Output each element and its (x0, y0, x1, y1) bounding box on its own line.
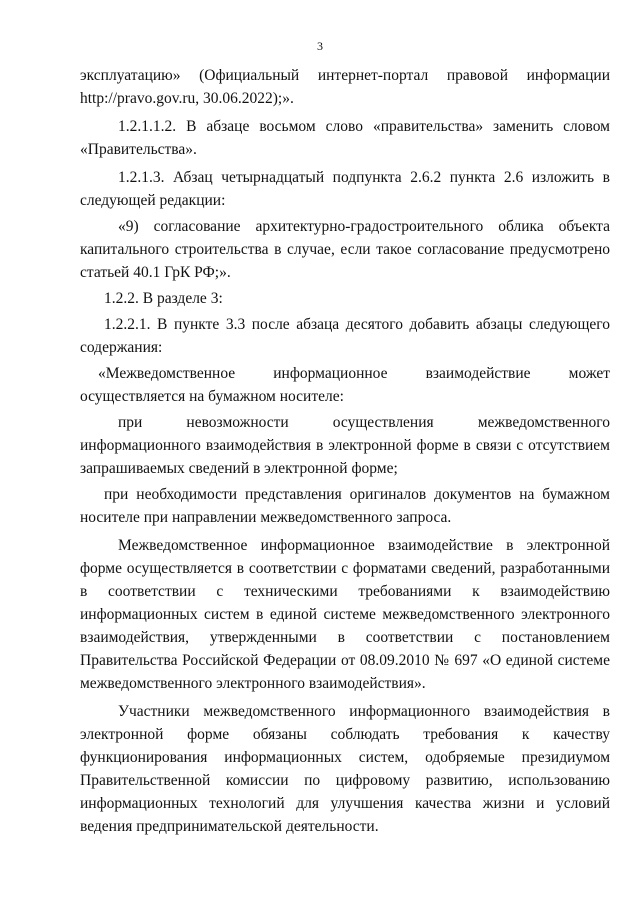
paragraph-1-2-1-1-2: 1.2.1.1.2. В абзаце восьмом слово «правительства» заменить словом «Правительства». (80, 118, 610, 158)
paragraph-1-2-2-1: 1.2.2.1. В пункте 3.3 после абзаца десятого добавить абзацы следующего содержания: (80, 316, 610, 356)
paragraph-electronic-interaction: Межведомственное информационное взаимодействие в электронной форме осуществляется в соответствии с форматами сведений, разработанными в соответствии с техническими требованиями к взаимодействию информационных систем в единой системе межведомственного электронного взаимодействия, утвержденными в соответствии с постановлением Правительства Российской Федерации от 08.09.2010 № 697 «О единой системе межведомственного электронного взаимодействия». (80, 537, 610, 692)
paragraph-item-9: «9) согласование архитектурно-градостроительного облика объекта капитального строительства в случае, если такое согласование предусмотрено статьей 40.1 ГрК РФ;». (80, 218, 610, 281)
paragraph-paper-interaction: «Межведомственное информационное взаимодействие может осуществляется на бумажном носителе: (80, 365, 610, 405)
paragraph-participants: Участники межведомственного информационного взаимодействия в электронной форме обязаны соблюдать требования к качеству функционирования информационных систем, одобряемые президиумом Правительственной комиссии по цифровому развитию, использованию информационных технологий для улучшения качества жизни и условий ведения предпринимательской деятельности. (80, 703, 610, 835)
paragraph-1-2-1-3: 1.2.1.3. Абзац четырнадцатый подпункта 2.6.2 пункта 2.6 изложить в следующей редакции: (80, 169, 610, 209)
paragraph-1-2-2: 1.2.2. В разделе 3: (104, 290, 223, 307)
paragraph-continuation: эксплуатацию» (Официальный интернет-портал правовой информации http://pravo.gov.ru, 30.06.2022);». (80, 67, 610, 107)
paragraph-originals: при необходимости представления оригиналов документов на бумажном носителе при направлении межведомственного запроса. (80, 486, 610, 526)
page-number: 3 (317, 39, 323, 53)
paragraph-impossibility: при невозможности осуществления межведомственного информационного взаимодействия в электронной форме в связи с отсутствием запрашиваемых сведений в электронной форме; (80, 414, 610, 477)
document-body (80, 64, 610, 838)
